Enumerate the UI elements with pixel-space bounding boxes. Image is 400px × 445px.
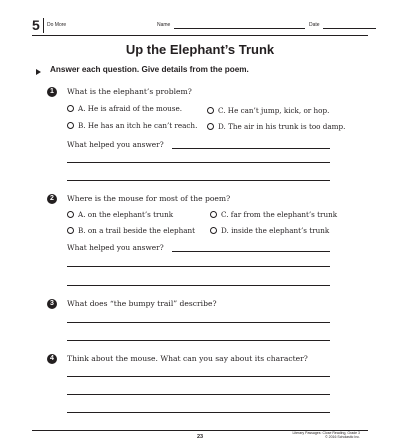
q1-option-b[interactable] (67, 121, 197, 130)
radio-circle-icon (207, 123, 214, 130)
q1-followup-answer-line[interactable] (172, 148, 330, 149)
radio-circle-icon (210, 211, 217, 218)
q2-option-a[interactable] (67, 210, 173, 219)
q1-option-c-label: C. He can’t jump, kick, or hop. (218, 106, 330, 115)
q1-answer-line[interactable] (67, 180, 330, 181)
radio-circle-icon (210, 227, 217, 234)
q1-option-a-label: A. He is afraid of the mouse. (78, 104, 183, 113)
q1-option-c[interactable] (207, 106, 329, 115)
copyright-credit (292, 431, 360, 439)
date-label: Date (309, 22, 320, 28)
radio-circle-icon (67, 105, 74, 112)
q2-option-d-label: D. inside the elephant’s trunk (221, 226, 330, 235)
radio-circle-icon (207, 107, 214, 114)
question-4-text: Think about the mouse. What can you say about its character? (67, 354, 308, 363)
q2-option-b[interactable] (67, 226, 195, 235)
q4-answer-line[interactable] (67, 412, 330, 413)
q1-option-d[interactable] (207, 122, 345, 131)
question-number-3: 3 (47, 299, 57, 309)
q1-answer-line[interactable] (67, 162, 330, 163)
q2-answer-line[interactable] (67, 285, 330, 286)
q4-answer-line[interactable] (67, 376, 330, 377)
credit-line-1: Literary Passages: Close Reading, Grade 3 (292, 431, 360, 435)
question-2-text: Where is the mouse for most of the poem? (67, 194, 231, 203)
unit-number: 5 (32, 17, 40, 33)
header-divider (32, 35, 368, 36)
name-label: Name (157, 22, 171, 28)
page-title: Up the Elephant’s Trunk (125, 42, 275, 57)
q1-option-b-label: B. He has an itch he can’t reach. (78, 121, 198, 130)
question-3-text: What does “the bumpy trail” describe? (67, 299, 217, 308)
q1-option-a[interactable] (67, 104, 182, 113)
q2-option-a-label: A. on the elephant’s trunk (78, 210, 174, 219)
question-1-text: What is the elephant’s problem? (67, 87, 192, 96)
question-number-4: 4 (47, 354, 57, 364)
page-number: 23 (196, 434, 204, 440)
question-number-1: 1 (47, 87, 57, 97)
radio-circle-icon (67, 211, 74, 218)
q2-option-d[interactable] (210, 226, 329, 235)
triangle-right-icon (36, 69, 41, 75)
q3-answer-line[interactable] (67, 322, 330, 323)
radio-circle-icon (67, 122, 74, 129)
unit-divider (43, 18, 44, 33)
q3-answer-line[interactable] (67, 340, 330, 341)
q2-answer-line[interactable] (67, 266, 330, 267)
q2-followup-prompt: What helped you answer? (67, 243, 164, 252)
q4-answer-line[interactable] (67, 394, 330, 395)
q2-option-c[interactable] (210, 210, 337, 219)
q2-option-b-label: B. on a trail beside the elephant (78, 226, 196, 235)
q1-option-d-label: D. The air in his trunk is too damp. (218, 122, 346, 131)
instruction-text: Answer each question. Give details from the poem. (50, 65, 249, 74)
radio-circle-icon (67, 227, 74, 234)
q2-option-c-label: C. far from the elephant’s trunk (221, 210, 338, 219)
name-field[interactable] (174, 28, 305, 29)
date-field[interactable] (323, 28, 376, 29)
page-header (32, 17, 368, 35)
credit-line-2: © 2016 Scholastic Inc. (325, 435, 360, 440)
q1-followup-prompt: What helped you answer? (67, 140, 164, 149)
q2-followup-answer-line[interactable] (172, 251, 330, 252)
question-number-2: 2 (47, 194, 57, 204)
unit-label: Do More (47, 22, 67, 28)
